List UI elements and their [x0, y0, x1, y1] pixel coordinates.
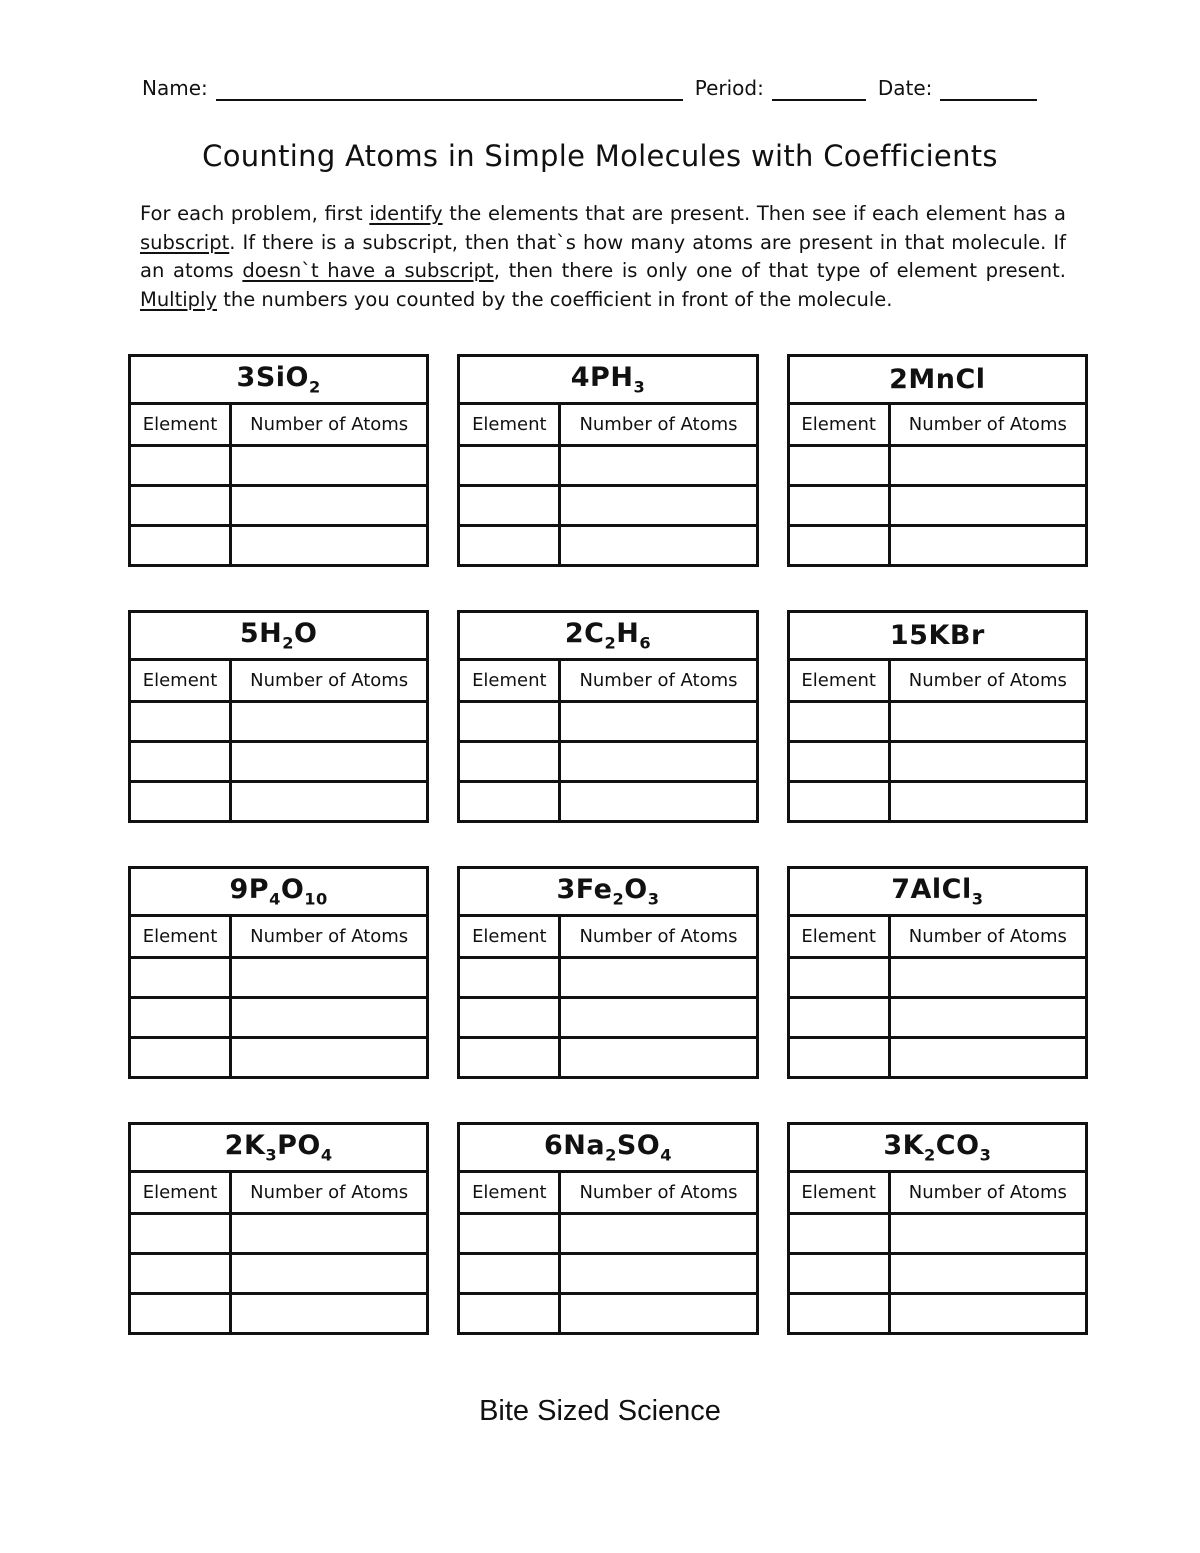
formula-row [130, 1124, 428, 1172]
answer-row [788, 782, 1086, 822]
atoms-column-header: Number of Atoms [231, 916, 428, 958]
atoms-answer-cell [231, 742, 428, 782]
atoms-answer-cell [231, 1294, 428, 1334]
atoms-answer-cell [889, 998, 1086, 1038]
problem-table [787, 354, 1088, 567]
answer-row [459, 526, 757, 566]
answer-row [130, 998, 428, 1038]
element-answer-cell [130, 1038, 231, 1078]
atoms-answer-cell [889, 1254, 1086, 1294]
instructions-segment: For each problem, first [140, 202, 370, 225]
formula-row [130, 356, 428, 404]
element-column-header: Element [788, 916, 889, 958]
answer-row [459, 1294, 757, 1334]
column-header-row [130, 404, 428, 446]
atoms-answer-cell [889, 1214, 1086, 1254]
formula-header [130, 612, 428, 660]
formula-row [788, 868, 1086, 916]
instructions-underlined-term: identify [369, 202, 443, 225]
atoms-answer-cell [560, 1038, 757, 1078]
formula-header [130, 1124, 428, 1172]
answer-rows [130, 446, 428, 566]
formula-text: 2C [564, 618, 605, 650]
element-answer-cell [788, 782, 889, 822]
instructions-underlined-term: doesn`t have a subscript [242, 259, 494, 282]
formula-row [130, 868, 428, 916]
atoms-column-header: Number of Atoms [889, 1172, 1086, 1214]
problems-grid [128, 354, 1088, 1335]
instructions [140, 200, 1066, 314]
element-column-header: Element [130, 1172, 231, 1214]
column-header-row [788, 1172, 1086, 1214]
answer-row [788, 1214, 1086, 1254]
atoms-answer-cell [231, 1214, 428, 1254]
answer-row [459, 1254, 757, 1294]
element-column-header: Element [459, 660, 560, 702]
answer-rows [459, 446, 757, 566]
formula-subscript: 3 [971, 889, 984, 909]
formula-subscript: 2 [309, 377, 321, 397]
element-answer-cell [130, 958, 231, 998]
element-answer-cell [130, 1294, 231, 1334]
element-answer-cell [788, 1038, 889, 1078]
element-column-header: Element [130, 404, 231, 446]
atoms-answer-cell [231, 1254, 428, 1294]
element-answer-cell [459, 1214, 560, 1254]
atoms-answer-cell [560, 1214, 757, 1254]
answer-row [459, 742, 757, 782]
problem-table [128, 354, 429, 567]
problem-table [457, 1122, 758, 1335]
element-answer-cell [130, 782, 231, 822]
answer-row [130, 1294, 428, 1334]
formula-row [788, 356, 1086, 404]
answer-rows [130, 702, 428, 822]
element-answer-cell [459, 1038, 560, 1078]
answer-row [459, 782, 757, 822]
formula-subscript: 4 [320, 1145, 333, 1165]
atoms-column-header: Number of Atoms [560, 1172, 757, 1214]
footer-brand: Bite Sized Science [479, 1395, 721, 1427]
formula-subscript: 2 [282, 633, 295, 653]
answer-row [130, 742, 428, 782]
element-answer-cell [788, 526, 889, 566]
element-column-header: Element [788, 404, 889, 446]
answer-rows [459, 958, 757, 1078]
atoms-answer-cell [889, 486, 1086, 526]
atoms-answer-cell [231, 958, 428, 998]
element-column-header: Element [788, 660, 889, 702]
problem-table [457, 354, 758, 567]
formula-subscript: 2 [924, 1145, 936, 1165]
atoms-answer-cell [560, 1294, 757, 1334]
answer-rows [130, 958, 428, 1078]
instructions-segment: . If there is a subscript, then that`s how many atoms are present in that molecule. If an atoms [140, 230, 1066, 282]
answer-row [130, 958, 428, 998]
atoms-answer-cell [560, 782, 757, 822]
formula-header [130, 868, 428, 916]
name-label: Name: [142, 76, 208, 100]
formula-text: H [616, 618, 640, 650]
answer-rows [788, 446, 1086, 566]
atoms-answer-cell [231, 526, 428, 566]
element-answer-cell [788, 486, 889, 526]
atoms-answer-cell [889, 1038, 1086, 1078]
formula-subscript: 2 [604, 633, 617, 653]
formula-subscript: 10 [304, 889, 328, 909]
element-answer-cell [130, 742, 231, 782]
column-header-row [788, 660, 1086, 702]
formula-subscript: 2 [605, 1145, 617, 1165]
element-answer-cell [788, 998, 889, 1038]
atoms-column-header: Number of Atoms [560, 916, 757, 958]
formula-text: 3K [883, 1130, 925, 1162]
element-answer-cell [788, 702, 889, 742]
atoms-answer-cell [889, 702, 1086, 742]
formula-text: 5H [239, 618, 283, 650]
element-answer-cell [788, 1294, 889, 1334]
element-answer-cell [459, 702, 560, 742]
atoms-column-header: Number of Atoms [231, 660, 428, 702]
atoms-column-header: Number of Atoms [231, 1172, 428, 1214]
answer-row [788, 958, 1086, 998]
formula-row [459, 612, 757, 660]
column-header-row [459, 1172, 757, 1214]
period-label: Period: [694, 76, 764, 100]
answer-row [459, 486, 757, 526]
formula-text: 6Na [543, 1130, 606, 1162]
atoms-answer-cell [231, 702, 428, 742]
answer-row [459, 446, 757, 486]
atoms-answer-cell [889, 742, 1086, 782]
element-answer-cell [459, 958, 560, 998]
element-column-header: Element [130, 916, 231, 958]
answer-row [130, 1038, 428, 1078]
problem-table [128, 866, 429, 1079]
atoms-answer-cell [560, 526, 757, 566]
formula-row [788, 1124, 1086, 1172]
answer-rows [130, 1214, 428, 1334]
atoms-answer-cell [560, 702, 757, 742]
column-header-row [130, 916, 428, 958]
atoms-answer-cell [560, 1254, 757, 1294]
instructions-segment: the elements that are present. Then see if each element has a [442, 202, 1067, 225]
element-answer-cell [459, 782, 560, 822]
problem-table [787, 610, 1088, 823]
formula-subscript: 2 [612, 889, 625, 909]
formula-text: CO [935, 1130, 980, 1162]
problem-table [787, 1122, 1088, 1335]
formula-text: 2K [224, 1130, 266, 1162]
atoms-column-header: Number of Atoms [560, 660, 757, 702]
atoms-column-header: Number of Atoms [231, 404, 428, 446]
element-answer-cell [130, 998, 231, 1038]
element-answer-cell [130, 1254, 231, 1294]
answer-row [788, 486, 1086, 526]
atoms-answer-cell [560, 998, 757, 1038]
answer-row [788, 446, 1086, 486]
formula-header [788, 1124, 1086, 1172]
atoms-answer-cell [231, 486, 428, 526]
formula-text: 15KBr [889, 620, 985, 651]
formula-subscript: 3 [979, 1145, 992, 1165]
date-blank-line [940, 76, 1037, 101]
instructions-segment: the numbers you counted by the coefficient in front of the molecule. [217, 287, 893, 311]
column-header-row [130, 1172, 428, 1214]
formula-text: 3SiO [236, 362, 309, 394]
name-blank-line [216, 76, 683, 101]
element-answer-cell [130, 446, 231, 486]
instructions-underlined-term: Multiply [140, 287, 218, 311]
atoms-answer-cell [560, 958, 757, 998]
atoms-column-header: Number of Atoms [889, 404, 1086, 446]
formula-row [459, 356, 757, 404]
element-answer-cell [788, 742, 889, 782]
answer-row [788, 1294, 1086, 1334]
atoms-column-header: Number of Atoms [560, 404, 757, 446]
answer-row [130, 1254, 428, 1294]
atoms-answer-cell [560, 446, 757, 486]
header-line [142, 76, 1200, 101]
element-answer-cell [459, 526, 560, 566]
atoms-column-header: Number of Atoms [889, 660, 1086, 702]
formula-header [459, 612, 757, 660]
formula-header [788, 356, 1086, 404]
answer-rows [788, 958, 1086, 1078]
element-answer-cell [459, 486, 560, 526]
atoms-answer-cell [889, 782, 1086, 822]
problem-table [128, 1122, 429, 1335]
answer-row [459, 958, 757, 998]
element-column-header: Element [130, 660, 231, 702]
formula-subscript: 3 [265, 1145, 278, 1165]
atoms-answer-cell [231, 1038, 428, 1078]
answer-row [130, 702, 428, 742]
formula-header [788, 612, 1086, 660]
formula-text: 9P [229, 874, 270, 906]
atoms-answer-cell [560, 742, 757, 782]
problem-table [457, 866, 758, 1079]
element-column-header: Element [459, 1172, 560, 1214]
element-answer-cell [459, 1254, 560, 1294]
atoms-answer-cell [889, 446, 1086, 486]
formula-text: O [294, 618, 318, 650]
answer-row [130, 526, 428, 566]
formula-subscript: 4 [269, 889, 281, 909]
formula-subscript: 3 [647, 889, 660, 909]
formula-header [459, 356, 757, 404]
column-header-row [130, 660, 428, 702]
answer-row [130, 446, 428, 486]
element-answer-cell [788, 446, 889, 486]
answer-row [130, 782, 428, 822]
answer-row [130, 486, 428, 526]
formula-row [788, 612, 1086, 660]
column-header-row [788, 404, 1086, 446]
answer-row [788, 1038, 1086, 1078]
element-column-header: Element [459, 916, 560, 958]
answer-row [459, 1038, 757, 1078]
formula-header [459, 1124, 757, 1172]
answer-row [459, 998, 757, 1038]
atoms-answer-cell [889, 1294, 1086, 1334]
period-blank-line [772, 76, 866, 101]
formula-header [130, 356, 428, 404]
problem-table [787, 866, 1088, 1079]
formula-text: 3Fe [556, 874, 613, 906]
column-header-row [459, 660, 757, 702]
formula-text: O [624, 874, 648, 906]
formula-text: 7AlCl [891, 874, 972, 906]
answer-row [459, 702, 757, 742]
instructions-segment: , then there is only one of that type of element present. [493, 259, 1066, 282]
formula-subscript: 3 [633, 377, 646, 397]
answer-rows [788, 702, 1086, 822]
element-answer-cell [788, 1254, 889, 1294]
formula-subscript: 4 [660, 1145, 673, 1165]
atoms-answer-cell [231, 998, 428, 1038]
element-answer-cell [459, 742, 560, 782]
answer-row [788, 702, 1086, 742]
answer-rows [459, 1214, 757, 1334]
answer-row [788, 1254, 1086, 1294]
column-header-row [788, 916, 1086, 958]
formula-header [788, 868, 1086, 916]
element-column-header: Element [459, 404, 560, 446]
element-answer-cell [459, 446, 560, 486]
answer-row [788, 998, 1086, 1038]
problem-table [128, 610, 429, 823]
element-answer-cell [130, 526, 231, 566]
answer-row [788, 526, 1086, 566]
formula-subscript: 6 [639, 633, 652, 653]
column-header-row [459, 916, 757, 958]
element-answer-cell [130, 702, 231, 742]
element-column-header: Element [788, 1172, 889, 1214]
answer-row [459, 1214, 757, 1254]
atoms-answer-cell [560, 486, 757, 526]
answer-row [130, 1214, 428, 1254]
atoms-answer-cell [889, 526, 1086, 566]
page-title: Counting Atoms in Simple Molecules with Coefficients [202, 139, 998, 173]
element-answer-cell [459, 998, 560, 1038]
formula-row [130, 612, 428, 660]
element-answer-cell [130, 1214, 231, 1254]
atoms-answer-cell [889, 958, 1086, 998]
atoms-column-header: Number of Atoms [889, 916, 1086, 958]
formula-row [459, 1124, 757, 1172]
formula-text: 4PH [570, 362, 634, 394]
atoms-answer-cell [231, 782, 428, 822]
formula-header [459, 868, 757, 916]
element-answer-cell [130, 486, 231, 526]
column-header-row [459, 404, 757, 446]
element-answer-cell [788, 958, 889, 998]
formula-text: SO [616, 1130, 661, 1162]
answer-row [788, 742, 1086, 782]
formula-text: PO [277, 1130, 321, 1162]
date-label: Date: [877, 76, 933, 100]
element-answer-cell [459, 1294, 560, 1334]
problem-table [457, 610, 758, 823]
answer-rows [459, 702, 757, 822]
atoms-answer-cell [231, 446, 428, 486]
instructions-underlined-term: subscript [140, 230, 230, 254]
answer-rows [788, 1214, 1086, 1334]
formula-row [459, 868, 757, 916]
formula-text: 2MnCl [889, 364, 986, 395]
element-answer-cell [788, 1214, 889, 1254]
formula-text: O [280, 874, 305, 906]
